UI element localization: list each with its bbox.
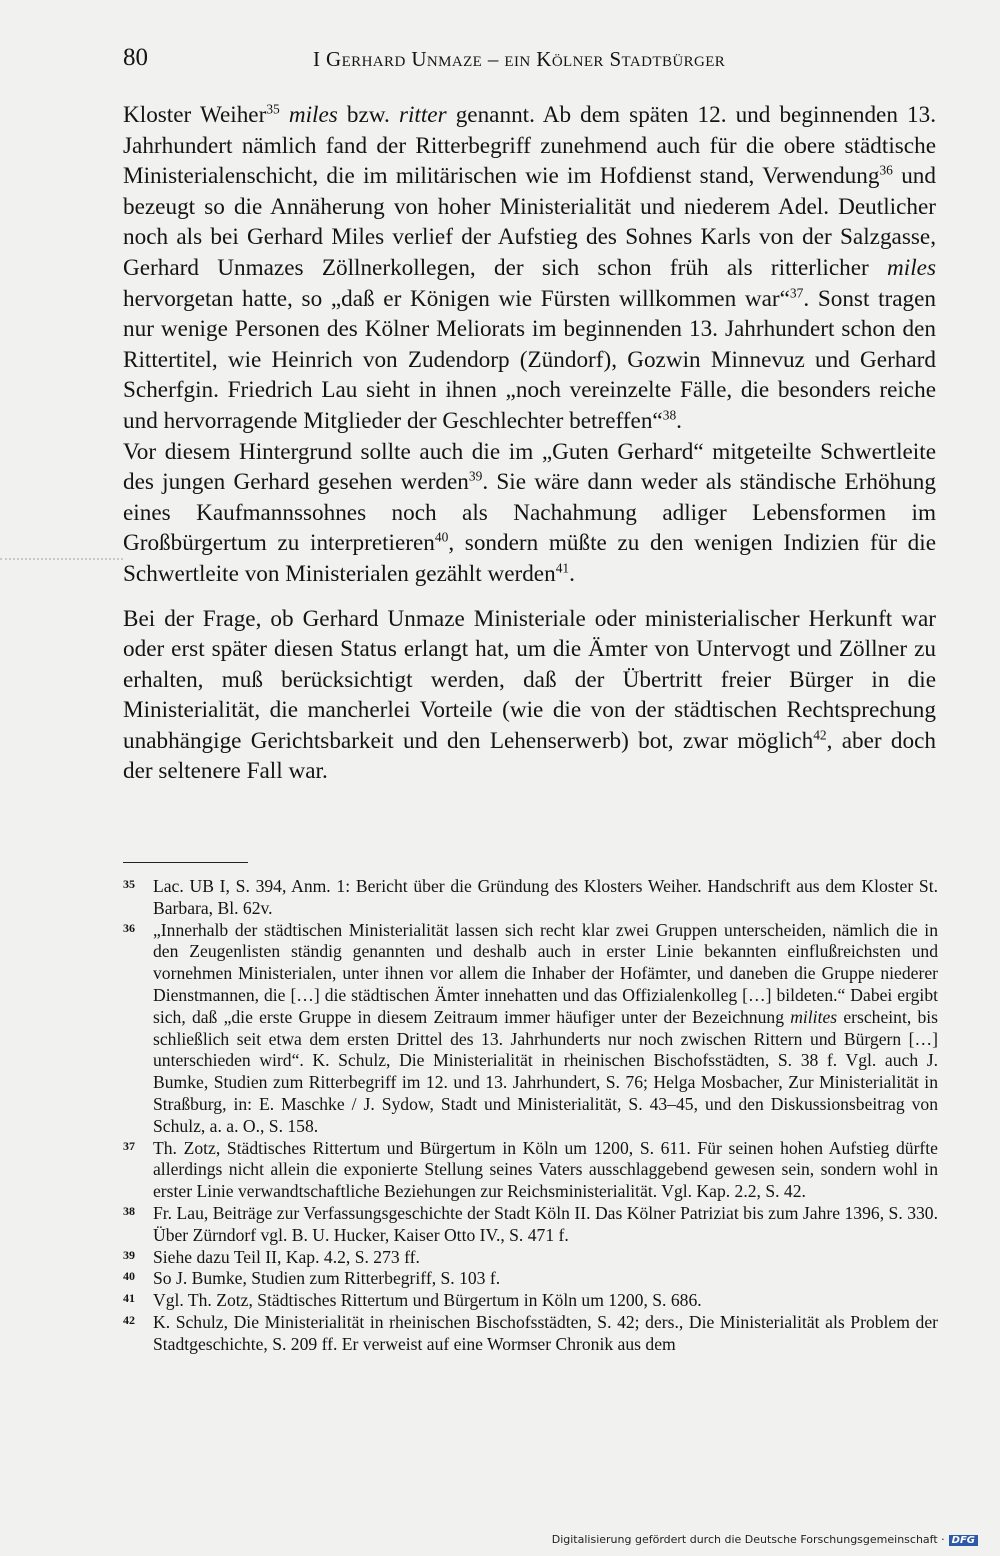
dfg-logo: DFG	[949, 1535, 978, 1546]
footnote-ref-40: 40	[434, 529, 449, 545]
italic-term: milites	[790, 1006, 838, 1027]
footnote-separator	[123, 862, 248, 863]
running-title: I Gerhard Unmaze – ein Kölner Stadtbürger	[313, 47, 726, 71]
footnote-text: Siehe dazu Teil II, Kap. 4.2, S. 273 ff.	[153, 1246, 420, 1267]
footnote-text: Vgl. Th. Zotz, Städtisches Rittertum und Bürgertum in Köln um 1200, S. 686.	[153, 1290, 702, 1311]
credit-text: Digitalisierung gefördert durch die Deutsche Forschungsgemeinschaft ·	[551, 1533, 945, 1546]
footnote-text: erscheint, bis schließlich seit etwa dem ersten Drittel des 13. Jahrhunderts nur noch zwischen Rittern und Bürgern […] unterschieden wird“. K. Schulz, Die Ministerialität in rheinischen Bischofsstädten, S. 38 f. Vgl. auch J. Bumke, Studien zum Ritterbegriff im 12. und 13. Jahrhundert, S. 76; Helga Mosbacher, Zur Ministerialität in Straßburg, in: E. Maschke / J. Sydow, Stadt und Ministerialität, S. 43–45, und den Diskussionsbeitrag von Schulz, a. a. O., S. 158.	[153, 1006, 938, 1136]
italic-term: miles	[887, 254, 936, 281]
footnote-number: 39	[123, 1247, 135, 1262]
footnote-42	[123, 1312, 938, 1356]
paragraph	[123, 437, 936, 590]
footnote-number: 36	[123, 920, 135, 935]
text-run: Kloster Weiher	[123, 102, 267, 128]
italic-term: ritter	[398, 102, 447, 128]
footnote-text: Fr. Lau, Beiträge zur Verfassungsgeschichte der Stadt Köln II. Das Kölner Patriziat bis zum Jahre 1396, S. 330. Über Zürndorf vgl. B. U. Hucker, Kaiser Otto IV., S. 471 f.	[153, 1202, 938, 1245]
footnote-40	[123, 1268, 938, 1290]
text-run: Vor diesem Hintergrund sollte auch die im „Guten Gerhard“ mitgeteilte Schwertleite des jungen Gerhard gesehen werden	[123, 438, 936, 496]
paragraph	[123, 100, 936, 437]
footnote-text: „Innerhalb der städtischen Ministerialität lassen sich recht klar zwei Gruppen unterscheiden, nämlich die in den Zeugenlisten ständig genannten und deshalb auch in erster Linie bekannten einflußreichsten und vornehmen Ministerialen, unter ihnen vor allem die Inhaber der Hofämter, und daneben die Gruppe niederer Dienstmannen, die […] die städtischen Ämter innehatten und das Offizialenkolleg […] bildeten.“ Dabei ergibt sich, daß „die erste Gruppe in diesem Zeitraum immer häufiger unter der Bezeichnung	[153, 919, 938, 1027]
footnote-39	[123, 1247, 938, 1269]
footnote-ref-41: 41	[555, 560, 570, 576]
text-run: .	[676, 407, 682, 434]
text-run: , aber doch der seltenere Fall war.	[123, 727, 936, 785]
text-run: Bei der Frage, ob Gerhard Unmaze Ministeriale oder ministerialischer Herkunft war oder erst später diesen Status erlangt hat, um die Ämter von Untervogt und Zöllner zu erhalten, muß berücksichtigt werden, daß der Übertritt freier Bürger in die Ministerialität, die mancherlei Vorteile (wie die von der städtischen Rechtsprechung unabhängige Gerichtsbarkeit und den Lehenserwerb) bot, zwar möglich	[123, 605, 936, 754]
italic-term: miles	[288, 102, 338, 128]
text-run: . Sie wäre dann weder als ständische Erhöhung eines Kaufmannssohnes noch als Nachahmung adliger Lebensformen im Großbürgertum zu interpretieren	[123, 469, 936, 557]
text-run: , sondern müßte zu den wenigen Indizien für die Schwertleite von Ministerialen gezählt werden	[123, 530, 936, 587]
footnote-ref-42: 42	[813, 727, 827, 743]
footnote-37	[123, 1138, 938, 1203]
footnote-number: 37	[123, 1138, 135, 1153]
text-run: genannt. Ab dem späten 12. und beginnenden 13. Jahrhundert nämlich fand der Ritterbegriff zunehmend auch für die obere städtische Ministerialenschicht, die im militärischen wie im Hofdienst stand, Verwendung	[123, 102, 937, 190]
footnote-number: 41	[123, 1291, 135, 1306]
text-run	[280, 102, 289, 128]
footnote-ref-38: 38	[662, 407, 677, 423]
page-number: 80	[123, 44, 148, 71]
scan-artifact	[0, 558, 123, 560]
footnote-text: K. Schulz, Die Ministerialität in rheinischen Bischofsstädten, S. 42; ders., Die Ministerialität als Problem der Stadtgeschichte, S. 209 ff. Er verweist auf eine Wormser Chronik aus dem	[153, 1311, 938, 1354]
page-header	[123, 44, 933, 78]
footnote-35	[123, 876, 938, 920]
footnote-number: 40	[123, 1269, 135, 1284]
text-run: bzw.	[337, 102, 399, 128]
footnote-text: So J. Bumke, Studien zum Ritterbegriff, S. 103 f.	[153, 1268, 501, 1289]
footnote-38	[123, 1203, 938, 1247]
footnotes	[123, 876, 938, 1356]
text-run: und bezeugt so die Annäherung von hoher Ministerialität und niederem Adel. Deutlicher noch als bei Gerhard Miles verlief der Aufstieg des Sohnes Karls von der Salzgasse, Gerhard Unmazes Zöllnerkollegen, der sich schon früh als ritterlicher	[123, 163, 936, 281]
footnote-41	[123, 1290, 938, 1312]
footnote-number: 35	[123, 877, 135, 891]
paragraph	[123, 604, 936, 788]
digitization-credit	[552, 1533, 978, 1546]
footnote-ref-39: 39	[468, 468, 483, 484]
footnote-number: 38	[123, 1203, 135, 1218]
text-run: hervorgetan hatte, so „daß er Königen wie Fürsten willkommen war“	[123, 285, 790, 312]
footnote-ref-36: 36	[879, 162, 893, 178]
footnote-36	[123, 920, 938, 1138]
text-run: .	[569, 560, 575, 587]
main-text	[123, 100, 936, 787]
text-run: . Sonst tragen nur wenige Personen des Kölner Meliorats im beginnenden 13. Jahrhundert schon den Rittertitel, wie Heinrich von Zudendorp (Zündorf), Gozwin Minnevuz und Gerhard Scherfgin. Friedrich Lau sieht in ihnen „noch vereinzelte Fälle, die besonders reiche und hervorragende Mitglieder der Geschlechter betreffen“	[123, 285, 937, 434]
footnote-number: 42	[123, 1312, 135, 1327]
footnote-ref-35: 35	[266, 101, 280, 117]
footnote-ref-37: 37	[789, 285, 804, 301]
footnote-text: Lac. UB I, S. 394, Anm. 1: Bericht über die Gründung des Klosters Weiher. Handschrift aus dem Kloster St. Barbara, Bl. 62v.	[153, 876, 938, 918]
footnote-text: Th. Zotz, Städtisches Rittertum und Bürgertum in Köln um 1200, S. 611. Für seinen hohen Aufstieg dürfte allerdings nicht allein die exponierte Stellung seines Vaters ausschlaggebend gewesen sein, sondern wohl in erster Linie verwandtschaftliche Beziehungen zur Reichsministerialität. Vgl. Kap. 2.2, S. 42.	[153, 1137, 938, 1202]
